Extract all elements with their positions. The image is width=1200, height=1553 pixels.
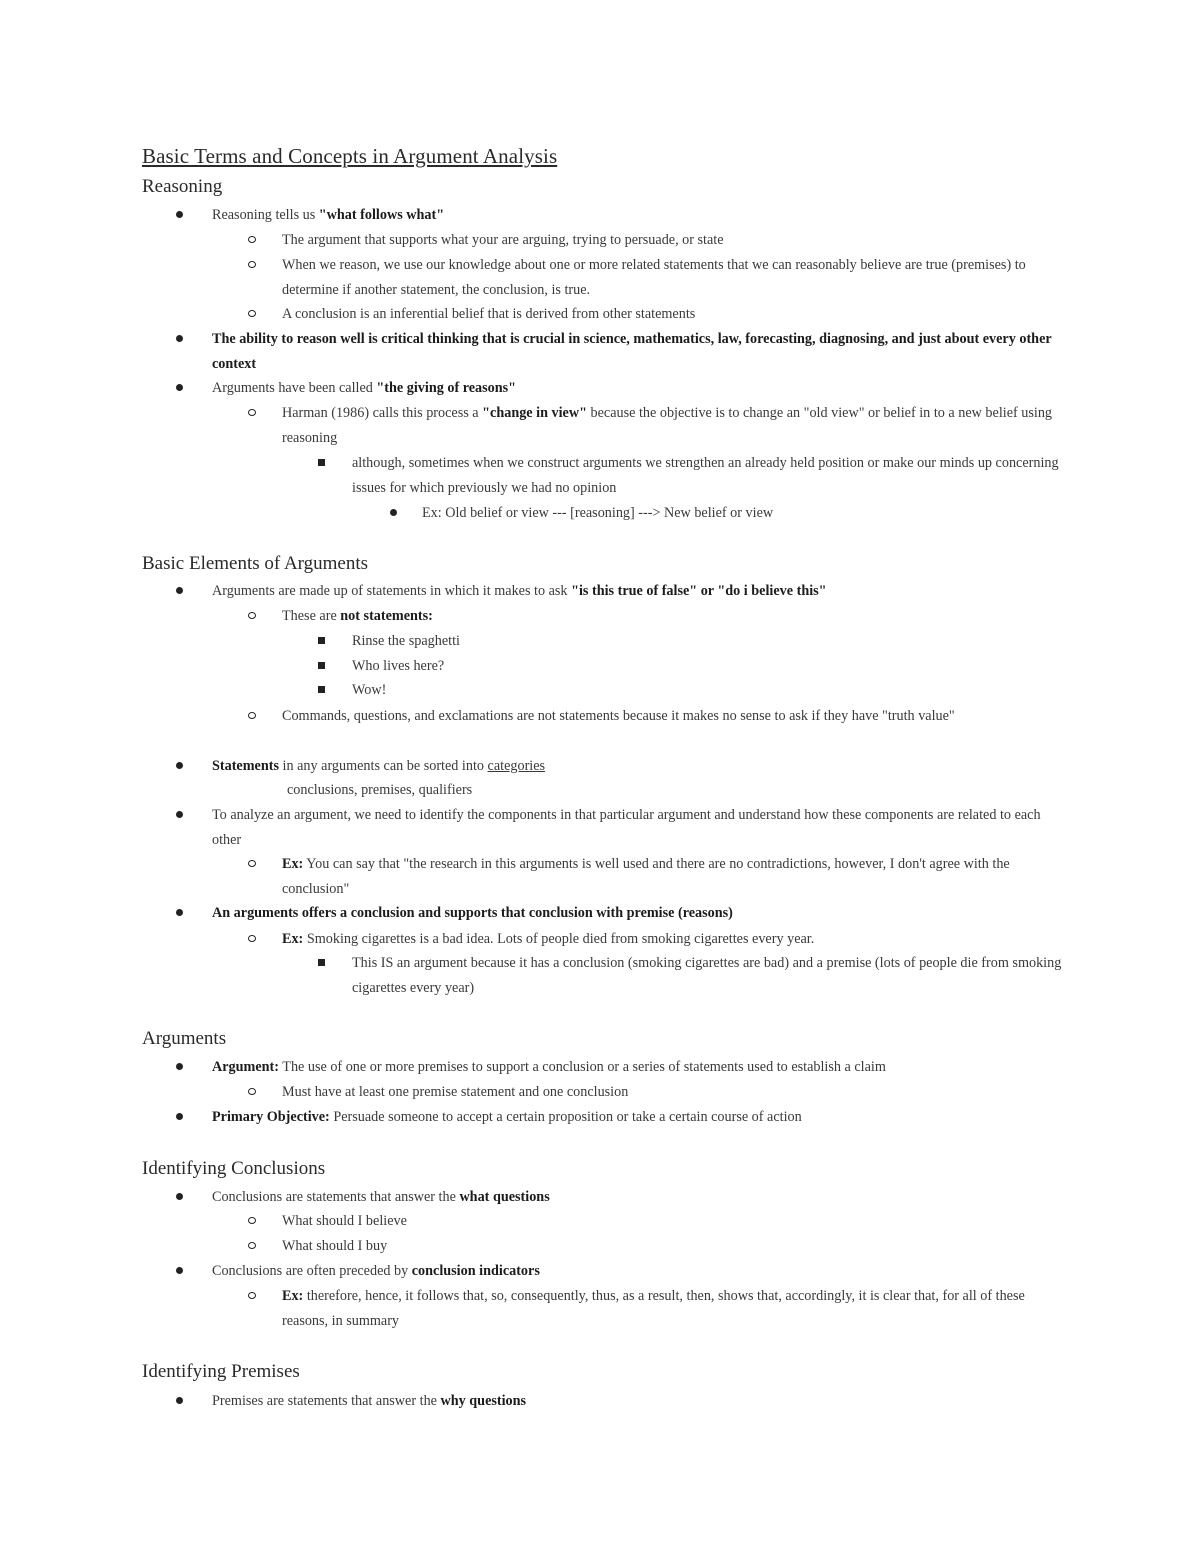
bullet-disc-icon xyxy=(176,203,183,228)
list-item: Rinse the spaghetti xyxy=(352,633,460,649)
bullet-circle-icon xyxy=(248,604,256,629)
list-item: Must have at least one premise statement and one conclusion xyxy=(282,1084,629,1100)
list-item: Arguments have been called "the giving of reasons" xyxy=(212,380,517,396)
bullet-disc-icon xyxy=(176,327,183,352)
list-item: Argument: The use of one or more premises to support a conclusion or a series of statements used to establish a claim xyxy=(212,1059,886,1075)
bullet-disc-icon xyxy=(176,803,183,828)
list-item: Wow! xyxy=(352,682,387,698)
list-item: Arguments are made up of statements in which it makes to ask "is this true of false" or "do i believe this" xyxy=(212,583,827,599)
bullet-disc-icon xyxy=(176,1259,183,1284)
list-item: The argument that supports what your are arguing, trying to persuade, or state xyxy=(282,232,724,248)
list-item: Ex: therefore, hence, it follows that, so, consequently, thus, as a result, then, shows that, accordingly, it is clear that, for all of these reasons, in summary xyxy=(282,1288,1025,1329)
bullet-circle-icon xyxy=(248,927,256,952)
bullet-square-icon xyxy=(318,951,325,976)
bullet-circle-icon xyxy=(248,1080,256,1105)
list-item: To analyze an argument, we need to identify the components in that particular argument and understand how these components are related to each other xyxy=(212,807,1041,848)
heading-reasoning: Reasoning xyxy=(142,176,223,197)
list-item: The ability to reason well is critical thinking that is crucial in science, mathematics, law, forecasting, diagnosing, and just about every other context xyxy=(212,331,1052,372)
list-item: Reasoning tells us "what follows what" xyxy=(212,207,445,223)
list-item: Primary Objective: Persuade someone to accept a certain proposition or take a certain course of action xyxy=(212,1109,802,1125)
heading-arguments: Arguments xyxy=(142,1028,227,1049)
bullet-disc-icon xyxy=(176,1389,183,1414)
list-item: What should I believe xyxy=(282,1213,407,1229)
list-item-continuation: conclusions, premises, qualifiers xyxy=(287,782,473,798)
bullet-square-icon xyxy=(318,654,325,679)
bullet-disc-icon xyxy=(176,1055,183,1080)
bullet-square-icon xyxy=(318,678,325,703)
bullet-circle-icon xyxy=(248,1284,256,1309)
bullet-circle-icon xyxy=(248,1234,256,1259)
list-item: Commands, questions, and exclamations are not statements because it makes no sense to ask if they have "truth value" xyxy=(282,708,955,724)
bullet-circle-icon xyxy=(248,302,256,327)
bullet-disc-icon xyxy=(176,579,183,604)
bullet-circle-icon xyxy=(248,401,256,426)
heading-identifying-conclusions: Identifying Conclusions xyxy=(142,1158,326,1179)
bullet-circle-icon xyxy=(248,228,256,253)
list-item: Conclusions are often preceded by conclusion indicators xyxy=(212,1263,540,1279)
list-item: Who lives here? xyxy=(352,658,445,674)
list-item: Harman (1986) calls this process a "change in view" because the objective is to change an "old view" or belief in to a new belief using reasoning xyxy=(282,405,1053,446)
bullet-square-icon xyxy=(318,629,325,654)
bullet-circle-icon xyxy=(248,253,256,278)
list-item: Ex: Old belief or view --- [reasoning] ---> New belief or view xyxy=(422,505,774,521)
list-item: This IS an argument because it has a conclusion (smoking cigarettes are bad) and a premise (lots of people die from smoking cigarettes every year) xyxy=(352,955,1062,996)
bullet-circle-icon xyxy=(248,852,256,877)
bullet-disc-icon xyxy=(390,501,397,526)
bullet-disc-icon xyxy=(176,1185,183,1210)
bullet-disc-icon xyxy=(176,1105,183,1130)
bullet-square-icon xyxy=(318,451,325,476)
list-item: Statements in any arguments can be sorted into categories xyxy=(212,758,546,774)
list-item: What should I buy xyxy=(282,1238,388,1254)
bullet-disc-icon xyxy=(176,901,183,926)
bullet-circle-icon xyxy=(248,704,256,729)
list-item: Ex: Smoking cigarettes is a bad idea. Lots of people died from smoking cigarettes every year. xyxy=(282,931,815,947)
list-item: Premises are statements that answer the why questions xyxy=(212,1393,527,1409)
document-title: Basic Terms and Concepts in Argument Analysis xyxy=(142,144,558,168)
list-item: An arguments offers a conclusion and supports that conclusion with premise (reasons) xyxy=(212,905,733,921)
list-item: When we reason, we use our knowledge about one or more related statements that we can reasonably believe are true (premises) to determine if another statement, the conclusion, is true. xyxy=(282,257,1026,298)
list-item: A conclusion is an inferential belief that is derived from other statements xyxy=(282,306,696,322)
heading-identifying-premises: Identifying Premises xyxy=(142,1361,300,1382)
bullet-circle-icon xyxy=(248,1209,256,1234)
list-item: These are not statements: xyxy=(282,608,433,624)
bullet-disc-icon xyxy=(176,754,183,779)
heading-basic-elements: Basic Elements of Arguments xyxy=(142,553,369,574)
bullet-disc-icon xyxy=(176,376,183,401)
list-item: Ex: You can say that "the research in this arguments is well used and there are no contradictions, however, I don't agree with the conclusion" xyxy=(282,856,1010,897)
categories-link[interactable]: categories xyxy=(487,758,546,774)
list-item: although, sometimes when we construct arguments we strengthen an already held position or make our minds up concerning issues for which previously we had no opinion xyxy=(352,455,1059,496)
list-item: Conclusions are statements that answer the what questions xyxy=(212,1189,550,1205)
